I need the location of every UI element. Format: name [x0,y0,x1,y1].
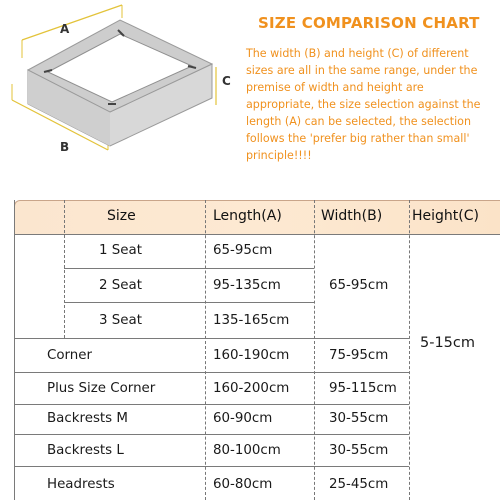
row-length-plus-corner: 160-200cm [213,381,290,396]
row-size-plus-corner: Plus Size Corner [47,381,156,396]
row-length-headrests: 60-80cm [213,477,273,492]
header-width: Width(B) [321,208,383,224]
label-c: C [222,74,231,88]
row-length-corner: 160-190cm [213,348,290,363]
description-line: sizes are all in the same range, under the [246,64,478,77]
description-line: appropriate, the size selection against the [246,98,481,111]
description-line: follows the 'prefer big rather than small' [246,132,470,145]
row-size-backrests-m: Backrests M [47,411,128,426]
row-width-backrests-l: 30-55cm [329,443,389,458]
row-size-corner: Corner [47,348,93,363]
row-width-corner: 75-95cm [329,348,389,363]
row-size-backrests-l: Backrests L [47,443,124,458]
header-size: Size [107,208,136,224]
height-all: 5-15cm [420,335,476,351]
seat-size-1: 1 Seat [99,243,142,258]
header-height: Height(C) [412,208,479,224]
label-a: A [60,22,70,36]
description-line: length (A) can be selected, the selection [246,115,471,128]
header-length: Length(A) [213,208,282,224]
seat-size-2: 2 Seat [99,278,142,293]
seat-size-3: 3 Seat [99,313,142,328]
description-line: The width (B) and height (C) of different [246,47,469,60]
row-length-backrests-l: 80-100cm [213,443,281,458]
row-length-backrests-m: 60-90cm [213,411,273,426]
description-line: premise of width and height are [246,81,424,94]
seat-length-1: 65-95cm [213,243,273,258]
seat-length-2: 95-135cm [213,278,281,293]
description-line: principle!!!! [246,149,312,162]
seat-width: 65-95cm [329,278,389,293]
row-width-plus-corner: 95-115cm [329,381,397,396]
label-b: B [60,140,70,154]
row-size-headrests: Headrests [47,477,115,492]
chart-title: SIZE COMPARISON CHART [258,14,480,32]
seat-length-3: 135-165cm [213,313,290,328]
row-width-headrests: 25-45cm [329,477,389,492]
row-width-backrests-m: 30-55cm [329,411,389,426]
